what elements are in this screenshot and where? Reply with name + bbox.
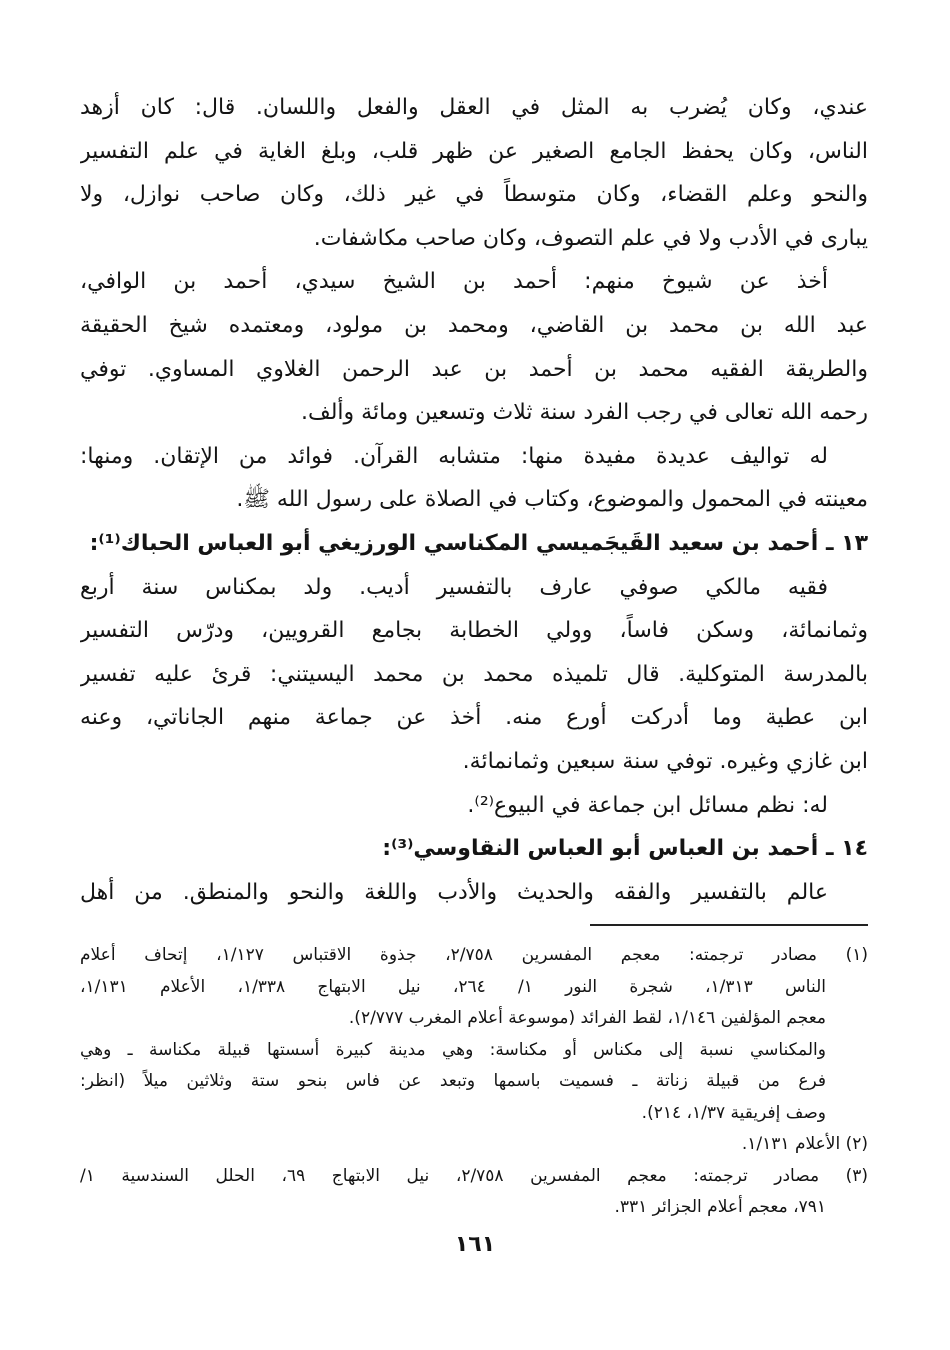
body-line: عبد الله بن محمد بن القاضي، ومحمد بن مولود، ومعتمده شيخ الحقيقة: [80, 312, 868, 338]
footnote-line: والمكناسي نسبة إلى مكناس أو مكناسة: وهي مدينة كبيرة أسستها قبيلة مكناسة ـ وهي: [80, 1039, 826, 1060]
main-text: [80, 86, 868, 914]
body-line: والنحو وعلم القضاء، وكان متوسطاً في غير ذلك، وكان صاحب نوازل، ولا: [80, 182, 868, 208]
body-line: فقيه مالكي صوفي عارف بالتفسير أديب. ولد بمكناس سنة أربع: [80, 574, 828, 600]
page-number: ١٦١: [454, 1232, 496, 1257]
footnote-line: (٢) الأعلام ١/١٣١.: [741, 1134, 868, 1154]
body-line: بالمدرسة المتوكلية. قال تلميذه محمد بن محمد اليسيتني: قرئ عليه تفسير: [80, 661, 868, 687]
footnote-line: ٧٩١، معجم أعلام الجزائر ٣٣١.: [614, 1197, 826, 1217]
footnote-line: وصف إفريقية ١/٣٧، ٢١٤).: [641, 1102, 826, 1123]
body-line: أخذ عن شيوخ منهم: أحمد بن الشيخ سيدي، أحمد بن الوافي،: [80, 269, 828, 295]
entry-heading-14: ١٤ ـ أحمد بن العباس أبو العباس النقاوسي⁽³⁾:: [382, 836, 868, 862]
body-line: والطريقة الفقيه محمد بن أحمد بن عبد الرحمن الغلاوي المساوي. توفي: [80, 356, 868, 382]
body-line: عالم بالتفسير والفقه والحديث والأدب واللغة والنحو والمنطق. من أهل: [80, 879, 828, 905]
body-line: له: نظم مسائل ابن جماعة في البيوع⁽²⁾.: [467, 792, 828, 818]
body-line: رحمه الله تعالى في رجب الفرد سنة ثلاث وتسعين ومائة وألف.: [300, 400, 868, 426]
body-line: عندي، وكان يُضرب به المثل في العقل والفعل واللسان. قال: كان أزهد: [80, 95, 868, 120]
footnote-line: معجم المؤلفين ١/١٤٦، لقط الفرائد (موسوعة أعلام المغرب ٢/٧٧٧).: [348, 1008, 826, 1028]
footnote-line: (١) مصادر ترجمته: معجم المفسرين ٢/٧٥٨، جذوة الاقتباس ١/١٢٧، إتحاف أعلام: [80, 945, 868, 965]
footnotes: [80, 940, 868, 1224]
footnote-line: فرع من قبيلة زناتة ـ فسميت باسمها وتبعد عن فاس بنحو ستة وثلاثين ميلاً (انظر:: [80, 1071, 826, 1091]
body-line: ابن عطية وما أدركت أورع منه. أخذ عن جماعة منهم الجاناتي، وعنه: [80, 705, 868, 731]
footnote-line: (٣) مصادر ترجمته: معجم المفسرين ٢/٧٥٨، نيل الابتهاج ٦٩، الحلل السندسية ١/: [80, 1165, 868, 1186]
body-line: له تواليف عديدة مفيدة منها: متشابه القرآن. فوائد من الإتقان. ومنها:: [80, 443, 828, 469]
footnote-separator: [590, 924, 868, 926]
body-line: الناس، وكان يحفظ الجامع الصغير عن ظهر قلب، وبلغ الغاية في علم التفسير: [80, 138, 868, 164]
body-line: ابن غازي وغيره. توفي سنة سبعين وثمانمائة.: [462, 748, 868, 774]
footnote-line: الناس ١/٣١٣، شجرة النور ١/ ٢٦٤، نيل الابتهاج ١/٣٣٨، الأعلام ١/١٣١،: [80, 976, 826, 997]
entry-heading-13: ١٣ ـ أحمد بن سعيد القَيجَميسي المكناسي الورزيغي أبو العباس الحباك⁽¹⁾:: [89, 530, 868, 556]
body-line: معينته في المحمول والموضوع، وكتاب في الصلاة على رسول الله ﷺ.: [236, 487, 868, 513]
body-line: وثمانمائة، وسكن فاساً، وولي الخطابة بجامع القرويين، ودرّس التفسير: [80, 618, 868, 644]
body-line: يبارى في الأدب ولا في علم التصوف، وكان صاحب مكاشفات.: [313, 225, 868, 251]
